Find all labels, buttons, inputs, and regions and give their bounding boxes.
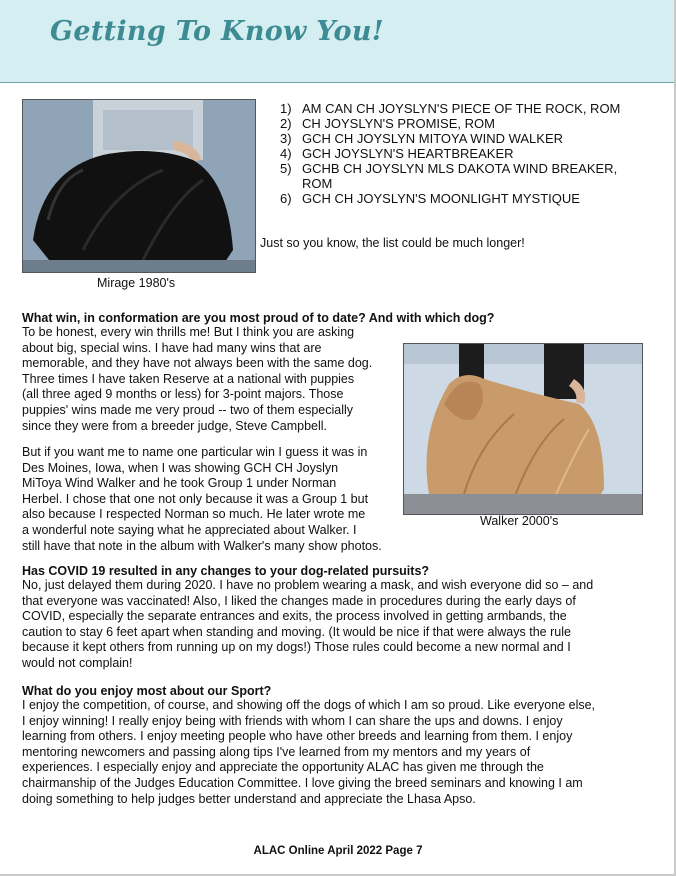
list-item: 3) GCH CH JOYSLYN MITOYA WIND WALKER [280, 131, 563, 146]
walker-photo [403, 343, 643, 515]
dog-list [280, 101, 640, 206]
question-heading: What win, in conformation are you most proud of to date? And with which dog? [22, 311, 495, 325]
page-header [0, 0, 676, 83]
list-item: 4) GCH JOYSLYN'S HEARTBREAKER [280, 146, 514, 161]
walker-caption: Walker 2000's [480, 514, 559, 528]
list-item: 5) GCHB CH JOYSLYN MLS DAKOTA WIND BREAKER, ROM [280, 161, 618, 191]
question-heading: What do you enjoy most about our Sport? [22, 684, 272, 698]
mirage-photo [22, 99, 256, 273]
answer-paragraph: I enjoy the competition, of course, and showing off the dogs of which I am so proud. Like everyone else, I enjoy winning! I really enjoy being with friends with whom I can share the ups and downs. I enjoy learning from others. I enjoy meeting people who have other breeds and learning from them. I enjoy mentoring newcomers and passing along tips I've learned from my mentors and my years of experiences. I especially enjoy and appreciate the opportunity ALAC has given me through the chairmanship of the Judges Education Committee. I love giving the breed seminars and knowing I am doing something to help judges better understand and appreciate the Lhasa Apso. [22, 698, 596, 806]
answer-paragraph: But if you want me to name one particular win I guess it was in Des Moines, Iowa, when I was showing GCH CH Joyslyn MiToya Wind Walker and he took Group 1 under Norman Herbel. I chose that one not only because it was a Group 1 but also because I respected Norman so much. He later wrote me a wonderful note saying what he appreciated about Walker. I still have that note in the album with Walker's many show photos. [22, 445, 382, 553]
page-title: Getting To Know You! [50, 16, 384, 47]
list-item: 2) CH JOYSLYN'S PROMISE, ROM [280, 116, 495, 131]
question-heading: Has COVID 19 resulted in any changes to your dog-related pursuits? [22, 564, 430, 578]
answer-paragraph: No, just delayed them during 2020. I have no problem wearing a mask, and wish everyone did so – and that everyone was vaccinated! Also, I liked the changes made in procedures during the early days of COVID, especially the separate entrances and exits, the process involved in getting armbands, the caution to stay 6 feet apart when standing and moving. (It would be nice if that were always the rule because it kept others from running up on my dogs!) Those rules could become a new normal and I would not complain! [22, 578, 594, 670]
answer-paragraph: To be honest, every win thrills me! But I think you are asking about big, special wins. I have had many wins that are memorable, and they have not always been with the same dog. Three times I have taken Reserve at a national with puppies (all three aged 9 months or less) for 3-point majors. Those puppies' wins made me very proud -- two of them especially since they were from a breeder judge, Steve Campbell. [22, 325, 373, 433]
list-item: 1) AM CAN CH JOYSLYN'S PIECE OF THE ROCK, ROM [280, 101, 621, 116]
list-item: 6) GCH CH JOYSLYN'S MOONLIGHT MYSTIQUE [280, 191, 580, 206]
mirage-caption: Mirage 1980's [97, 276, 176, 290]
list-note: Just so you know, the list could be much longer! [260, 236, 525, 250]
page-footer: ALAC Online April 2022 Page 7 [253, 845, 423, 857]
